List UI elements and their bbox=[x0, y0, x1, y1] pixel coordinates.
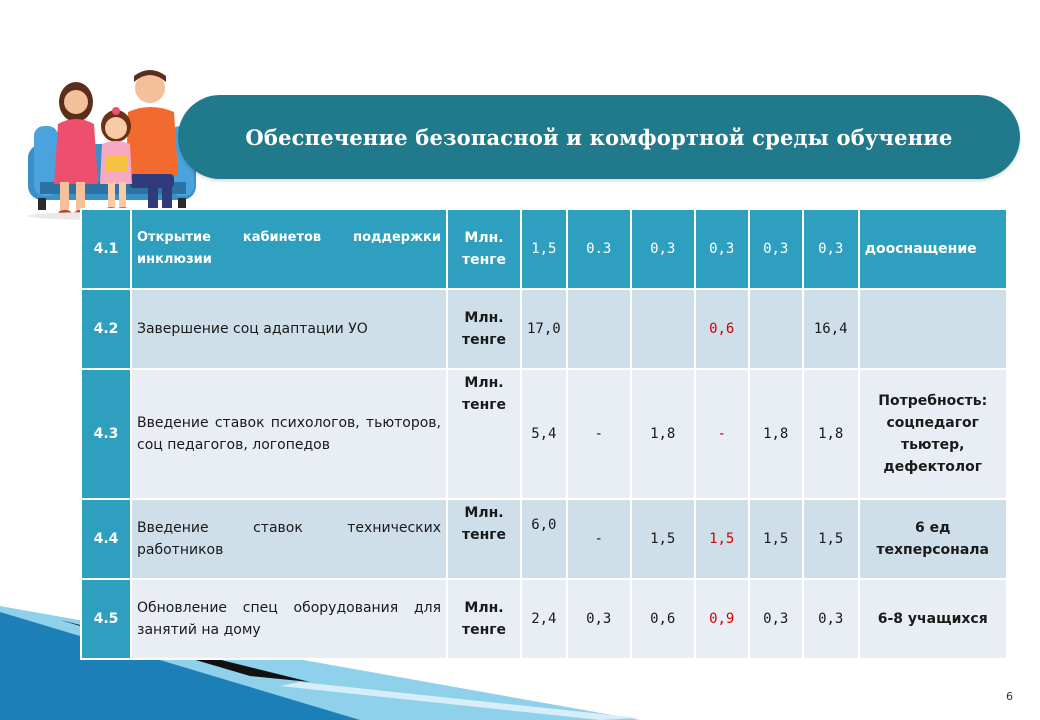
row-name: Введение ставок технических работников bbox=[131, 499, 447, 579]
row-number: 4.5 bbox=[81, 579, 131, 659]
row-value: 16,4 bbox=[803, 289, 859, 369]
budget-table bbox=[80, 208, 1008, 660]
table-row bbox=[81, 499, 1007, 579]
row-value bbox=[567, 289, 631, 369]
row-note bbox=[859, 289, 1007, 369]
row-unit: Млн. тенге bbox=[447, 499, 521, 579]
row-name: Открытие кабинетов поддержки инклюзии bbox=[131, 209, 447, 289]
row-unit: Млн. тенге bbox=[447, 289, 521, 369]
row-unit: Млн. тенге bbox=[447, 209, 521, 289]
row-value: 0,6 bbox=[631, 579, 695, 659]
row-unit: Млн. тенге bbox=[447, 369, 521, 499]
row-value: 0,3 bbox=[695, 209, 749, 289]
row-value: 1,8 bbox=[631, 369, 695, 499]
row-value bbox=[749, 289, 803, 369]
row-value: - bbox=[567, 369, 631, 499]
row-value: 1,5 bbox=[803, 499, 859, 579]
row-number: 4.2 bbox=[81, 289, 131, 369]
table-row bbox=[81, 289, 1007, 369]
row-unit: Млн. тенге bbox=[447, 579, 521, 659]
row-note: 6 ед техперсонала bbox=[859, 499, 1007, 579]
row-value: 1,8 bbox=[749, 369, 803, 499]
table-row bbox=[81, 579, 1007, 659]
row-value bbox=[631, 289, 695, 369]
row-value: 1,5 bbox=[631, 499, 695, 579]
row-total: 5,4 bbox=[521, 369, 567, 499]
row-value: 1,8 bbox=[803, 369, 859, 499]
row-value: 0,3 bbox=[803, 209, 859, 289]
row-value: 0,6 bbox=[695, 289, 749, 369]
row-note: Потребность: соцпедагог тьютер, дефектолог bbox=[859, 369, 1007, 499]
table-row bbox=[81, 369, 1007, 499]
row-name: Введение ставок психологов, тьюторов, соц педагогов, логопедов bbox=[131, 369, 447, 499]
row-name: Завершение соц адаптации УО bbox=[131, 289, 447, 369]
page-title: Обеспечение безопасной и комфортной среды обучение bbox=[245, 124, 953, 150]
row-total: 2,4 bbox=[521, 579, 567, 659]
row-value: 0,3 bbox=[803, 579, 859, 659]
row-total: 1,5 bbox=[521, 209, 567, 289]
row-value: 1,5 bbox=[749, 499, 803, 579]
row-total: 6,0 bbox=[521, 499, 567, 579]
row-number: 4.4 bbox=[81, 499, 131, 579]
row-note: 6-8 учащихся bbox=[859, 579, 1007, 659]
row-total: 17,0 bbox=[521, 289, 567, 369]
page-number: 6 bbox=[1006, 690, 1013, 703]
row-value: 0,3 bbox=[567, 579, 631, 659]
row-number: 4.3 bbox=[81, 369, 131, 499]
row-value: - bbox=[567, 499, 631, 579]
row-note: дооснащение bbox=[859, 209, 1007, 289]
row-value: 0,3 bbox=[749, 579, 803, 659]
row-value: 0,9 bbox=[695, 579, 749, 659]
row-value: 0,3 bbox=[631, 209, 695, 289]
row-number: 4.1 bbox=[81, 209, 131, 289]
row-value: 1,5 bbox=[695, 499, 749, 579]
row-value: 0.3 bbox=[567, 209, 631, 289]
row-value: 0,3 bbox=[749, 209, 803, 289]
row-name: Обновление спец оборудования для занятий на дому bbox=[131, 579, 447, 659]
table-row bbox=[81, 209, 1007, 289]
title-banner bbox=[178, 95, 1020, 179]
row-value: - bbox=[695, 369, 749, 499]
